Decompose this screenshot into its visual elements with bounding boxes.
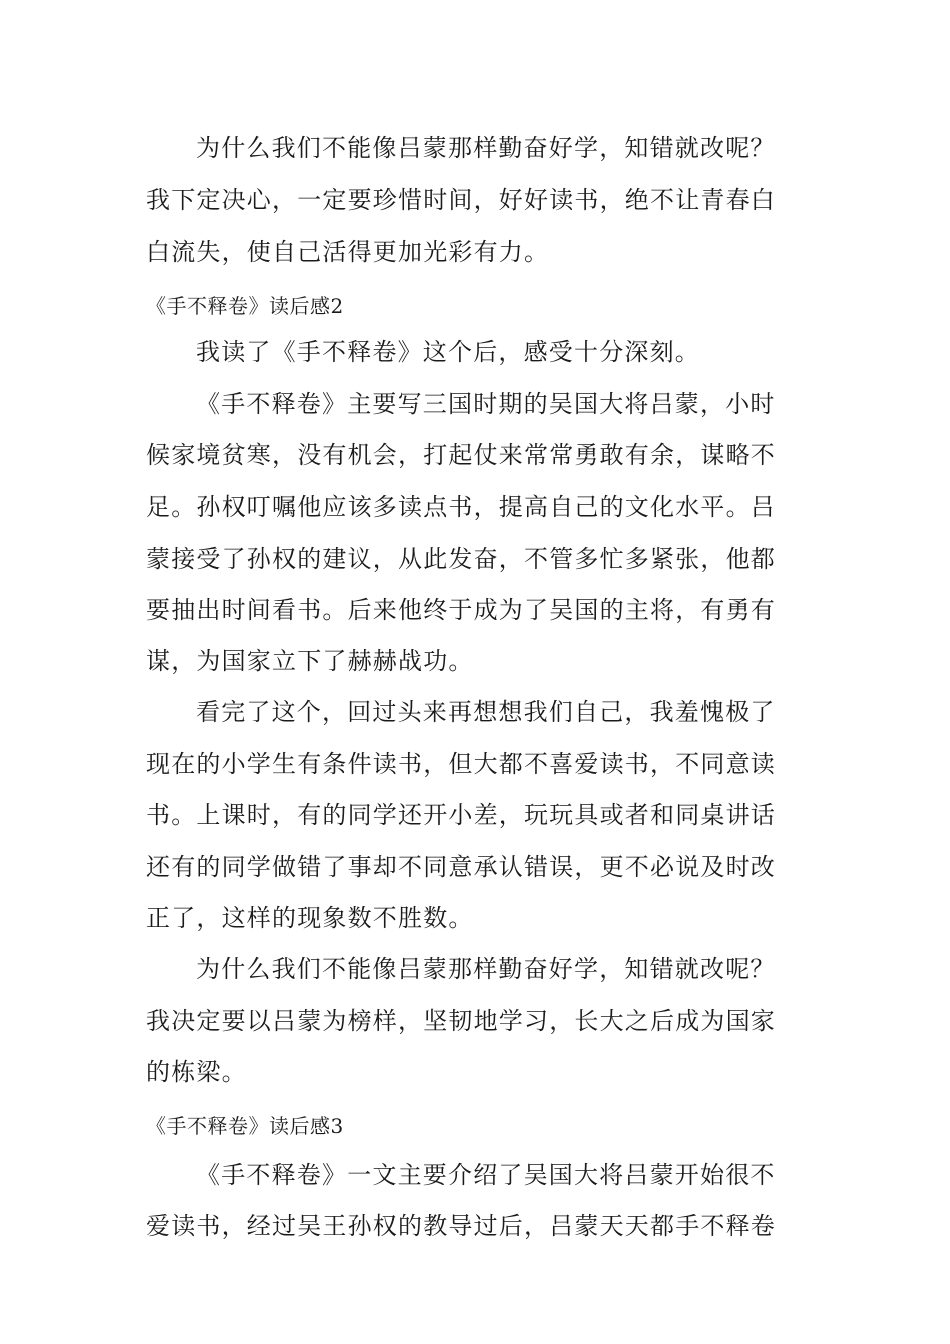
- paragraph-line: 足。孙权叮嘱他应该多读点书，提高自己的文化水平。吕: [146, 493, 776, 521]
- section-heading: 《手不释卷》读后感2: [146, 294, 344, 318]
- paragraph-line: 我下定决心，一定要珍惜时间，好好读书，绝不让青春白: [146, 186, 776, 214]
- paragraph-line: 为什么我们不能像吕蒙那样勤奋好学，知错就改呢？: [196, 134, 776, 162]
- paragraph-line: 谋，为国家立下了赫赫战功。: [146, 647, 474, 675]
- paragraph-line: 要抽出时间看书。后来他终于成为了吴国的主将，有勇有: [146, 596, 776, 624]
- paragraph-line: 《手不释卷》主要写三国时期的吴国大将吕蒙，小时: [196, 390, 776, 418]
- paragraph-line: 现在的小学生有条件读书，但大都不喜爱读书，不同意读: [146, 750, 776, 778]
- paragraph-line: 爱读书，经过吴王孙权的教导过后，吕蒙天天都手不释卷: [146, 1212, 776, 1240]
- paragraph-line: 为什么我们不能像吕蒙那样勤奋好学，知错就改呢？: [196, 955, 776, 983]
- paragraph-line: 我读了《手不释卷》这个后，感受十分深刻。: [196, 338, 700, 366]
- section-heading: 《手不释卷》读后感3: [146, 1114, 344, 1138]
- paragraph-line: 白流失，使自己活得更加光彩有力。: [146, 238, 550, 266]
- paragraph-line: 的栋梁。: [146, 1058, 247, 1086]
- paragraph-line: 还有的同学做错了事却不同意承认错误，更不必说及时改: [146, 853, 776, 881]
- paragraph-line: 书。上课时，有的同学还开小差，玩玩具或者和同桌讲话: [146, 801, 776, 829]
- paragraph-line: 正了，这样的现象数不胜数。: [146, 904, 474, 932]
- paragraph-line: 我决定要以吕蒙为榜样，坚韧地学习，长大之后成为国家: [146, 1007, 776, 1035]
- paragraph-line: 候家境贫寒，没有机会，打起仗来常常勇敢有余，谋略不: [146, 441, 776, 469]
- paragraph-line: 看完了这个，回过头来再想想我们自己，我羞愧极了: [196, 698, 776, 726]
- paragraph-line: 蒙接受了孙权的建议，从此发奋，不管多忙多紧张，他都: [146, 545, 776, 573]
- paragraph-line: 《手不释卷》一文主要介绍了吴国大将吕蒙开始很不: [196, 1161, 776, 1189]
